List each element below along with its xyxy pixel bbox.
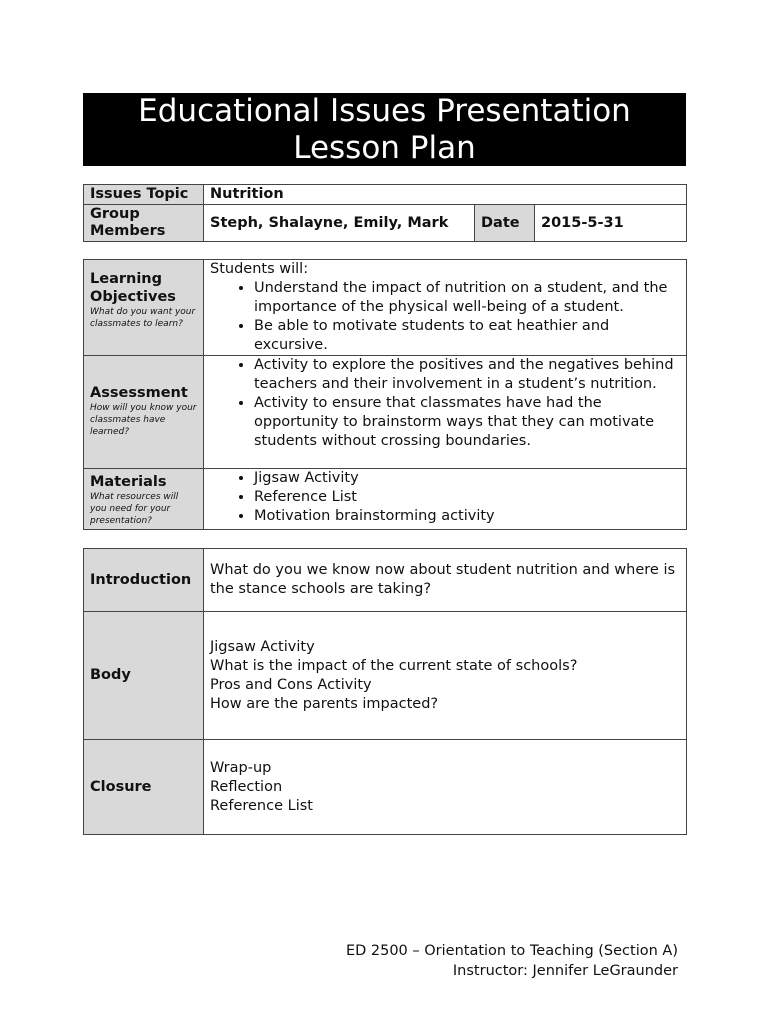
learning-objectives-label: Learning Objectives (90, 271, 176, 305)
list-item: • Reference List (254, 488, 680, 507)
introduction-label: Introduction (84, 549, 204, 612)
closure-line: Wrap-up (210, 759, 272, 776)
assessment-row (84, 356, 687, 469)
materials-row (84, 469, 687, 530)
issues-topic-value: Nutrition (204, 185, 687, 205)
assessment-label-cell (84, 356, 204, 469)
body-line: How are the parents impacted? (210, 695, 439, 712)
materials-label-cell (84, 469, 204, 530)
materials-sublabel: What resources will you need for your presentation? (90, 492, 179, 526)
closure-content (204, 740, 687, 835)
title-line-1: Educational Issues Presentation (138, 92, 631, 129)
introduction-row (84, 549, 687, 612)
materials-content (204, 469, 687, 530)
body-row (84, 612, 687, 740)
plan-table (83, 548, 687, 835)
list-item: • Be able to motivate students to eat heathier and excursive. (254, 317, 680, 355)
body-label: Body (84, 612, 204, 740)
page-title (83, 93, 686, 166)
info-table (83, 184, 687, 242)
assessment-label: Assessment (90, 385, 188, 401)
closure-line: Reference List (210, 797, 313, 814)
introduction-content (204, 549, 687, 612)
date-value: 2015-5-31 (535, 205, 687, 242)
title-line-2: Lesson Plan (293, 129, 476, 166)
assessment-sublabel: How will you know your classmates have learned? (90, 403, 197, 437)
date-label: Date (475, 205, 535, 242)
group-members-value: Steph, Shalayne, Emily, Mark (204, 205, 475, 242)
learning-objectives-row (84, 260, 687, 356)
closure-row (84, 740, 687, 835)
learning-objectives-label-cell (84, 260, 204, 356)
footer-course: ED 2500 – Orientation to Teaching (Section A) (345, 943, 678, 959)
materials-label: Materials (90, 474, 167, 490)
list-item: • Activity to explore the positives and the negatives behind teachers and their involvement in a student’s nutrition. (254, 356, 680, 394)
body-line: What is the impact of the current state of schools? (210, 657, 578, 674)
learning-objectives-intro: Students will: (210, 261, 309, 277)
assessment-content (204, 356, 687, 469)
list-item: • Jigsaw Activity (254, 469, 680, 488)
assessment-list (210, 356, 680, 451)
learning-objectives-content (204, 260, 687, 356)
learning-objectives-sublabel: What do you want your classmates to learn? (90, 307, 196, 329)
materials-list (210, 469, 680, 526)
objectives-table (83, 259, 687, 530)
body-line: Jigsaw Activity (210, 638, 315, 655)
issues-topic-label: Issues Topic (84, 185, 204, 205)
introduction-line: What do you we know now about student nutrition and where is the stance schools are taking? (210, 562, 676, 597)
learning-objectives-list (210, 279, 680, 355)
list-item: • Motivation brainstorming activity (254, 507, 680, 526)
closure-line: Reflection (210, 778, 283, 795)
body-line: Pros and Cons Activity (210, 676, 372, 693)
list-item: • Understand the impact of nutrition on a student, and the importance of the physical well-being of a student. (254, 279, 680, 317)
body-content (204, 612, 687, 740)
group-members-label: Group Members (84, 205, 204, 242)
page-footer (346, 941, 678, 981)
closure-label: Closure (84, 740, 204, 835)
list-item: • Activity to ensure that classmates have had the opportunity to brainstorm ways that they can motivate students without crossing boundaries. (254, 394, 680, 451)
footer-instructor: Instructor: Jennifer LeGraunder (452, 963, 678, 979)
